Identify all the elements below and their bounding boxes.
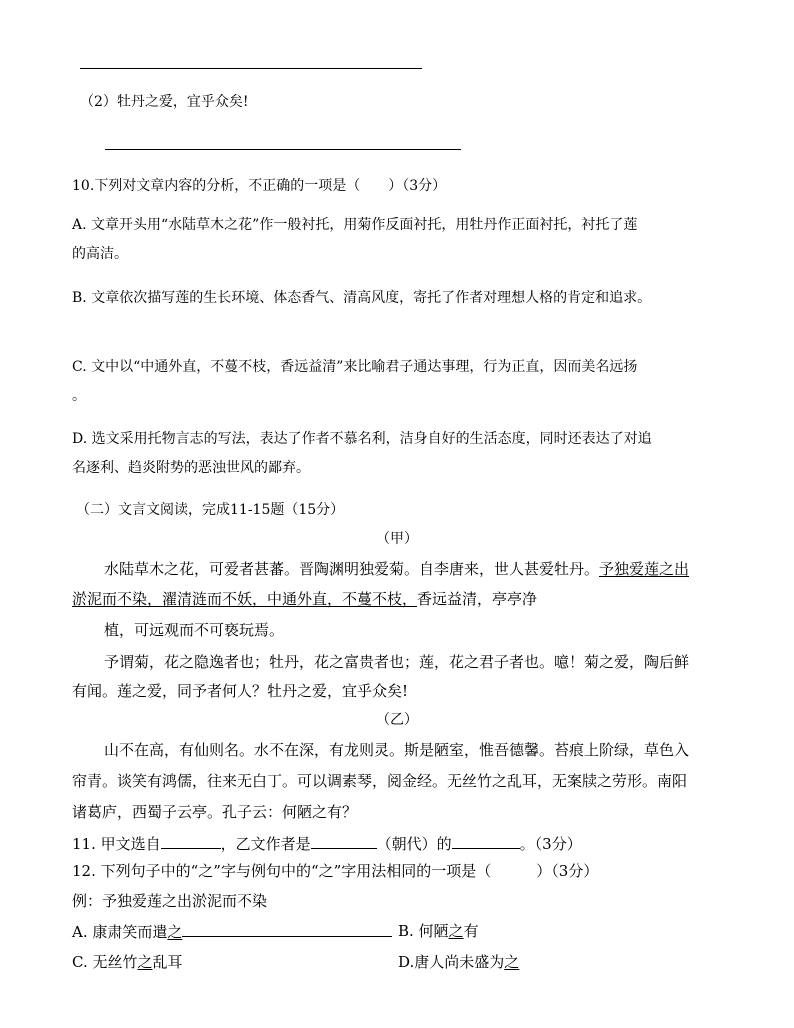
- q12-example: 例：予独爱莲之出淤泥而不染: [72, 892, 268, 910]
- q10-option-d-line2: 名逐利、趋炎附势的恶浊世风的鄙弃。: [72, 460, 310, 476]
- q12-option-a-zhi: 之: [167, 923, 183, 941]
- passage-jia-underlined-2: 淤泥而不染，濯清涟而不妖，中通外直，不蔓不枝，: [72, 590, 418, 608]
- q10-option-b: B. 文章依次描写莲的生长环境、体态香气、清高风度，寄托了作者对理想人格的肯定和追求。: [72, 290, 652, 306]
- q12-option-d-zhi: 之: [504, 953, 520, 971]
- passage-jia-title: （甲）: [376, 531, 418, 547]
- answer-line-1[interactable]: [80, 68, 422, 69]
- q12-option-c-post: 乱耳: [152, 953, 183, 971]
- q12-option-a-underline: [182, 922, 392, 937]
- passage-jia-p1-line3: 植，可远观而不可亵玩焉。: [104, 621, 285, 639]
- q10-option-a-line1: A. 文章开头用“水陆草木之花”作一般衬托，用菊作反面衬托，用牡丹作正面衬托，衬托了莲: [72, 217, 638, 233]
- q12-option-c: [72, 953, 183, 971]
- q11-blank-source[interactable]: [161, 834, 221, 849]
- q10-option-c-line2: 。: [72, 388, 86, 404]
- q12-option-d-text: D.唐人尚未盛为: [398, 953, 505, 971]
- q12-stem: 12. 下列句子中的“之”字与例句中的“之”字用法相同的一项是（ ）（3分）: [72, 862, 599, 880]
- q12-option-a: [72, 922, 392, 941]
- q11-blank-dynasty[interactable]: [311, 834, 377, 849]
- q12-option-a-text: A. 康肃笑而遣: [72, 923, 168, 941]
- passage-jia-p2-line1: 予谓菊，花之隐逸者也；牡丹，花之富贵者也；莲，花之君子者也。噫！菊之爱，陶后鲜: [104, 653, 690, 671]
- q10-stem: 10.下列对文章内容的分析，不正确的一项是（ ）（3分）: [72, 178, 447, 194]
- q11-part2: ，乙文作者是: [220, 835, 311, 853]
- q10-option-a-line2: 的高洁。: [72, 246, 128, 262]
- q11-part4: 。（3分）: [519, 835, 582, 853]
- q12-option-b-post: 有: [463, 922, 479, 940]
- q12-option-b: [398, 922, 479, 940]
- q12-option-b-zhi: 之: [448, 922, 464, 940]
- answer-line-2[interactable]: [105, 149, 461, 150]
- q11: [72, 834, 582, 853]
- passage-yi-line2: 帘青。谈笑有鸿儒，往来无白丁。可以调素琴，阅金经。无丝竹之乱耳，无案牍之劳形。南阳: [72, 772, 688, 790]
- q12-option-b-text: B. 何陋: [398, 922, 449, 940]
- q9-item-2: （2）牡丹之爱，宜乎众矣!: [80, 94, 249, 110]
- q11-part1: 11. 甲文选自: [72, 835, 161, 853]
- passage-jia-p1-line2: [72, 590, 537, 608]
- q12-option-c-zhi: 之: [137, 953, 153, 971]
- section2-heading: （二）文言文阅读，完成11-15题（15分）: [76, 502, 345, 518]
- q10-option-d-line1: D. 选文采用托物言志的写法，表达了作者不慕名利，洁身自好的生活态度，同时还表达了对追: [72, 431, 652, 447]
- passage-yi-title: （乙）: [376, 712, 418, 728]
- q12-option-c-text: C. 无丝竹: [72, 953, 138, 971]
- q10-option-c-line1: C. 文中以“中通外直，不蔓不枝，香远益清”来比喻君子通达事理，行为正直，因而美名远扬: [72, 359, 638, 375]
- q12-option-d: [398, 953, 519, 971]
- passage-jia-p1-rest: 香远益清，亭亭净: [417, 590, 538, 608]
- passage-jia-p1-line1: [104, 560, 689, 578]
- passage-jia-underlined-1: 予独爱莲之出: [599, 560, 690, 578]
- passage-jia-p1-text: 水陆草木之花，可爱者甚蕃。晋陶渊明独爱菊。自李唐来，世人甚爱牡丹。: [104, 560, 600, 578]
- passage-yi-line3: 诸葛庐，西蜀子云亭。孔子云：何陋之有？: [72, 803, 358, 821]
- q11-part3: （朝代）的: [376, 835, 452, 853]
- q11-blank-author[interactable]: [452, 834, 520, 849]
- passage-yi-line1: 山不在高，有仙则名。水不在深，有龙则灵。斯是陋室，惟吾德馨。苔痕上阶绿，草色入: [104, 741, 690, 759]
- passage-jia-p2-line2: 有闻。莲之爱，同予者何人？牡丹之爱，宜乎众矣!: [72, 682, 409, 700]
